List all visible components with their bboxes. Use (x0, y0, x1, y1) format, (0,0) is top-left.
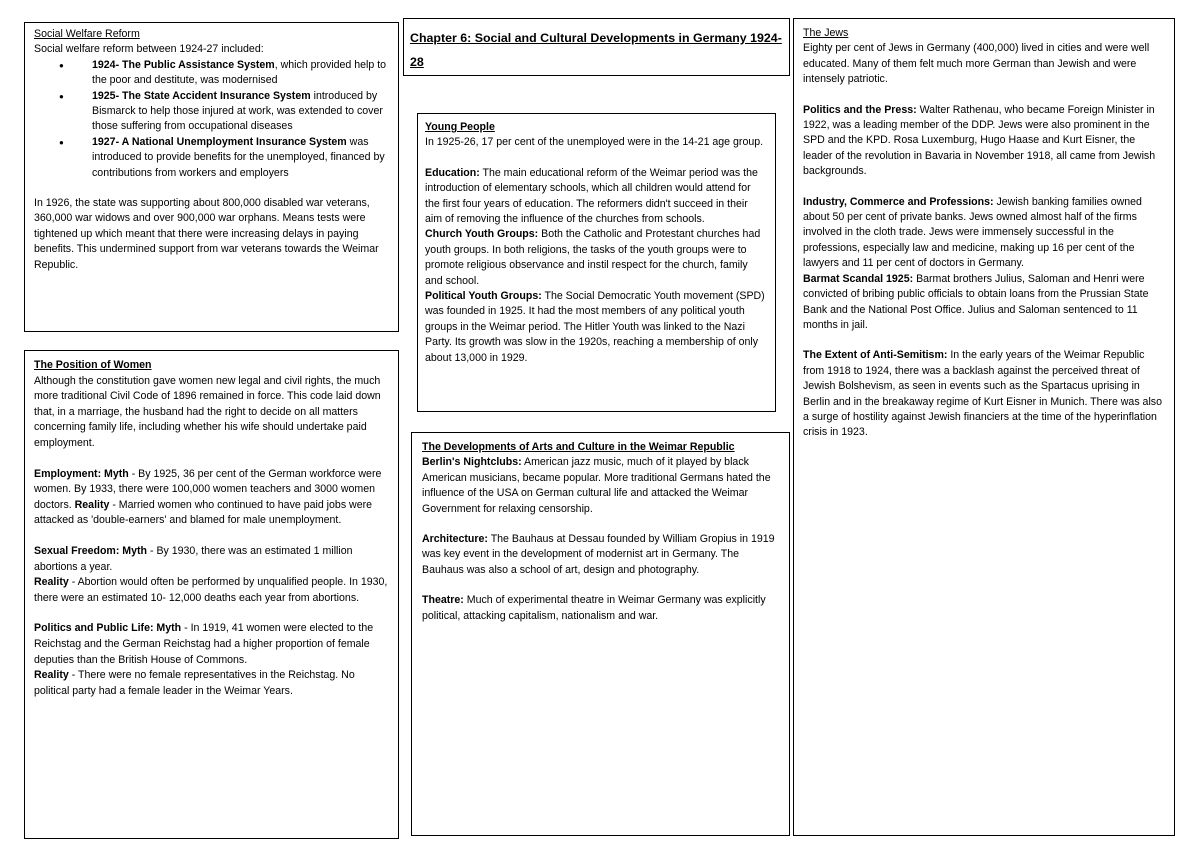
list-item: ● 1927- A National Unemployment Insurance System was introduced to provide benefits for the unemployed, financed by contributions from workers and employers (92, 135, 390, 181)
arts-theatre: Theatre: Much of experimental theatre in Weimar Germany was explicitly political, attacking capitalism, nationalism and war. (422, 594, 766, 622)
women-employment: Employment: Myth - By 1925, 36 per cent of the German workforce were women. By 1933, there were 100,000 women teachers and 3000 women doctors. Reality - Married women who continued to have paid jobs were attacked as 'double-earners' and blamed for male unemployment. (34, 467, 382, 527)
jews-intro: Eighty per cent of Jews in Germany (400,000) lived in cities and were well educated. Many of them felt much more German than Jewish and were intensely patriotic. (803, 42, 1150, 86)
jews-politics: Politics and the Press: Walter Rathenau, who became Foreign Minister in 1922, was a leading member of the DDP. Jews were also prominent in the SPD and the KPD. Rosa Luxemburg, Hugo Haase and Kurt Eisner, the leader of the revolution in Bavaria in November 1918, all came from Jewish backgrounds. (803, 103, 1156, 178)
women-box (24, 350, 399, 839)
social-welfare-heading: Social Welfare Reform (34, 28, 140, 40)
women-politics-reality: Reality - There were no female representatives in the Reichstag. No political party had a female leader in the Weimar Years. (34, 669, 355, 697)
arts-berlin-nightclubs: Berlin's Nightclubs: American jazz music, much of it played by black American musicians, became popular. More traditional Germans hated the influence of the USA on German cultural life and attacked the Weimar Government for relaxing censorship. (422, 456, 771, 515)
social-welfare-list (34, 58, 390, 181)
young-people-heading: Young People (425, 121, 495, 133)
women-heading: The Position of Women (34, 359, 152, 371)
chapter-title-box (403, 18, 790, 76)
women-sexual-freedom: Sexual Freedom: Myth - By 1930, there was an estimated 1 million abortions a year. (34, 544, 353, 573)
arts-culture-heading: The Developments of Arts and Culture in the Weimar Republic (422, 441, 735, 453)
young-people-box (417, 113, 776, 412)
young-political-groups: Political Youth Groups: The Social Democratic Youth movement (SPD) was founded in 1925. It had the most members of any political youth groups in the Weimar period. The Hitler Youth was linked to the Nazi Party. Its growth was slow in the 1920s, reaching a membership of only about 13,000 in 1929. (425, 290, 765, 364)
social-welfare-intro: Social welfare reform between 1924-27 included: (34, 43, 264, 56)
social-welfare-box (24, 22, 399, 332)
chapter-title: Chapter 6: Social and Cultural Developments in Germany 1924-28 (410, 31, 782, 69)
women-politics: Politics and Public Life: Myth - In 1919, 41 women were elected to the Reichstag and the German Reichstag had a higher proportion of female deputies than the British House of Commons. (34, 622, 374, 666)
jews-industry: Industry, Commerce and Professions: Jewish banking families owned about 50 per cent of private banks. Jews owned almost half of the firms involved in the cloth trade. Jews were immensely successful in the professions, especially law and medicine, making up 16 per cent of the lawyers and 11 per cent of doctors in Germany. (803, 195, 1142, 270)
list-item: ● 1925- The State Accident Insurance System introduced by Bismarck to help those injured at work, was extended to cover those suffering from occupational diseases (92, 89, 390, 135)
women-intro: Although the constitution gave women new legal and civil rights, the much more traditional Civil Code of 1896 remained in force. This code laid down that, in a marriage, the husband had the right to decide on all matters concerning family life, including whether his wife should undertake paid employment. (34, 374, 381, 449)
jews-anti-semitism: The Extent of Anti-Semitism: In the early years of the Weimar Republic from 1918 to 1924, there was a backlash against the perceived threat of Jewish Bolshevism, as seen in events such as the Spartacus uprising in Berlin and in the breakaway regime of Kurt Eisner in Munich. There was also a surge of hostility against Jewish financiers at the time of the hyperinflation crisis in 1923. (803, 349, 1162, 439)
list-item: ● 1924- The Public Assistance System, which provided help to the poor and destitute, was modernised (92, 58, 390, 89)
young-people-intro: In 1925-26, 17 per cent of the unemployed were in the 14-21 age group. (425, 136, 764, 149)
jews-barmat: Barmat Scandal 1925: Barmat brothers Julius, Saloman and Henri were convicted of bribing public officials to obtain loans from the Prussian State Bank and the National Post Office. Julius and Saloman sentenced to 11 months in jail. (803, 272, 1149, 331)
jews-heading: The Jews (803, 27, 849, 39)
arts-culture-box (411, 432, 790, 836)
young-church-groups: Church Youth Groups: Both the Catholic and Protestant churches had youth groups. In both religions, the tasks of the youth groups were to promote religious observance and instil respect for the church, family and school. (425, 228, 761, 287)
social-welfare-paragraph: In 1926, the state was supporting about 800,000 disabled war veterans, 360,000 war widows and over 900,000 war orphans. Means tests were tightened up which meant that there were increasing delays in paying benefits. This undermined support from war veterans towards the Weimar Republic. (34, 197, 379, 271)
women-sexual-reality: Reality - Abortion would often be performed by unqualified people. In 1930, there were an estimated 10- 12,000 deaths each year from abortions. (34, 576, 388, 604)
arts-architecture: Architecture: The Bauhaus at Dessau founded by William Gropius in 1919 was key event in the development of modernist art in Germany. The Bauhaus was also a school of art, design and photography. (422, 533, 775, 576)
jews-box (793, 18, 1175, 836)
young-education: Education: The main educational reform of the Weimar period was the introduction of elementary schools, which all children would attend for the first four years of education. The reformers didn't succeed in their aim of removing the influence of the churches from schools. (425, 166, 758, 226)
